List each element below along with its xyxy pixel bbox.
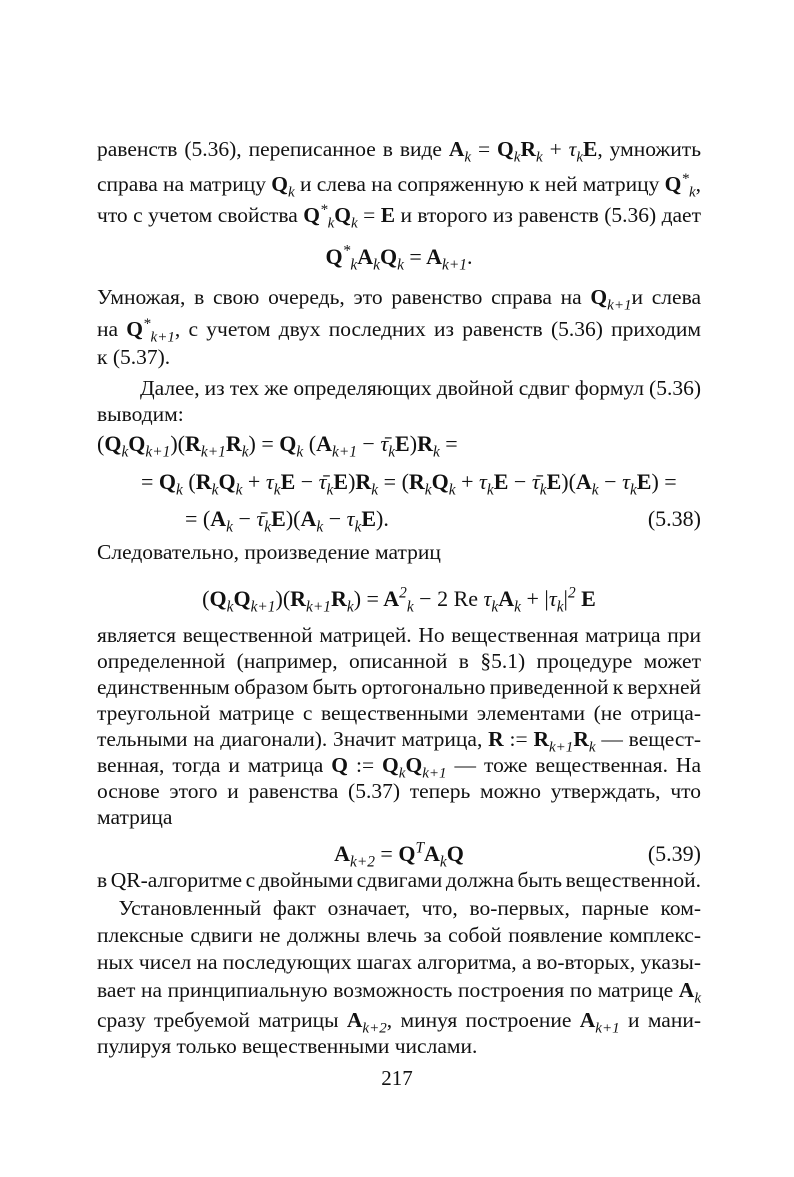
text-line <box>97 315 701 346</box>
line-text: Установленный факт означает, что, во-первых, парные ком- <box>97 896 701 920</box>
text-line <box>97 649 701 673</box>
text-line <box>97 540 701 564</box>
text-line <box>97 201 701 232</box>
text-line <box>97 675 701 699</box>
equation-number: (5.38) <box>647 506 701 531</box>
line-text: = $Q_k$ $(R_kQ_k + \tau_kE - \tau_kE)R_k = (R_kQ_k + \tau_kE - \tau_kE)(A_k - \tau_kE)$ = <box>141 469 677 499</box>
text-line <box>97 779 701 803</box>
text-line <box>97 868 701 892</box>
formula-line <box>97 839 701 871</box>
text-line <box>97 923 701 947</box>
line-text: тельными на диагонали). Значит матрица, R := $R_{k+1}R_k$ — вещест- <box>97 727 701 756</box>
line-text: $A_{k+2} = Q^TA_kQ$ <box>334 839 464 871</box>
text-line <box>97 1034 701 1058</box>
text-line <box>97 701 701 725</box>
formula-line <box>97 506 701 536</box>
line-text: равенств (5.36), переписанное в виде $A_k = Q_kR_k + \tau_kE$, умножить <box>97 137 701 166</box>
text-line <box>97 285 701 314</box>
formula-line <box>97 431 701 461</box>
line-text: является вещественной матрицей. Но вещественная матрица при <box>97 623 701 647</box>
line-text: справа на матрицу $Q_k$ и слева на сопряженную к ней матрицу $Q^*_k$, <box>97 170 701 201</box>
text-line <box>97 137 701 166</box>
line-text: вает на принципиальную возможность построения по матрице $A_k$ <box>97 978 701 1007</box>
text-line <box>97 950 701 974</box>
line-text: треугольной матрице с вещественными элементами (не отрица- <box>97 701 701 725</box>
text-line <box>97 978 701 1007</box>
line-text: ных чисел на последующих шагах алгоритма, а во-вторых, указы- <box>97 950 701 974</box>
line-text: $(Q_kQ_{k+1})(R_{k+1}R_k) = A^2_k - 2$ Re $\tau_kA_k + |\tau_k|^2$ E <box>202 584 596 616</box>
line-text: $(Q_kQ_{k+1})(R_{k+1}R_k) = Q_k$ $(A_{k+1} - \tau_kE)R_k$ = <box>97 431 458 461</box>
text-line <box>97 753 701 782</box>
line-text: что с учетом свойства $Q^*_kQ_k = E$ и второго из равенств (5.36) дает <box>97 201 701 232</box>
line-text: = $(A_k - \tau_kE)(A_k - \tau_kE)$. <box>185 506 389 536</box>
line-text: пулируя только вещественными числами. <box>97 1034 478 1058</box>
line-text: к (5.37). <box>97 345 171 369</box>
line-text: основе этого и равенства (5.37) теперь можно утверждать, что <box>97 779 701 803</box>
formula-line <box>97 242 701 274</box>
text-line <box>97 376 701 400</box>
text-line <box>97 402 701 426</box>
text-line <box>97 1008 701 1037</box>
formula-line <box>97 469 701 499</box>
text-line <box>97 345 701 369</box>
line-text: Далее, из тех же определяющих двойной сдвиг формул (5.36) <box>97 376 701 400</box>
line-text: матрица <box>97 805 173 829</box>
equation-number: (5.39) <box>647 841 701 866</box>
text-line <box>97 896 701 920</box>
line-text: венная, тогда и матрица Q := $Q_kQ_{k+1}$ — тоже вещественная. На <box>97 753 701 782</box>
line-text: плексные сдвиги не должны влечь за собой появление комплекс- <box>97 923 701 947</box>
text-line <box>97 805 701 829</box>
text-line <box>97 727 701 756</box>
line-text: $Q^*_kA_kQ_k = A_{k+1}$. <box>325 242 473 274</box>
text-line <box>97 623 701 647</box>
line-text: Умножая, в свою очередь, это равенство справа на $Q_{k+1}и$ слева <box>97 285 701 314</box>
line-text: Следовательно, произведение матриц <box>97 540 441 564</box>
line-text: определенной (например, описанной в §5.1) процедуре может <box>97 649 701 673</box>
line-text: в QR-алгоритме с двойными сдвигами должна быть вещественной. <box>97 868 701 892</box>
line-text: на $Q^*_{k+1}$, с учетом двух последних из равенств (5.36) приходим <box>97 315 701 346</box>
text-line <box>97 170 701 201</box>
formula-line <box>97 584 701 616</box>
line-text: выводим: <box>97 402 184 426</box>
line-text: сразу требуемой матрицы $A_{k+2}$, минуя построение $A_{k+1}$ и мани- <box>97 1008 701 1037</box>
line-text: единственным образом быть ортогонально приведенной к верхней <box>97 675 701 699</box>
page-number: 217 <box>381 1066 413 1090</box>
